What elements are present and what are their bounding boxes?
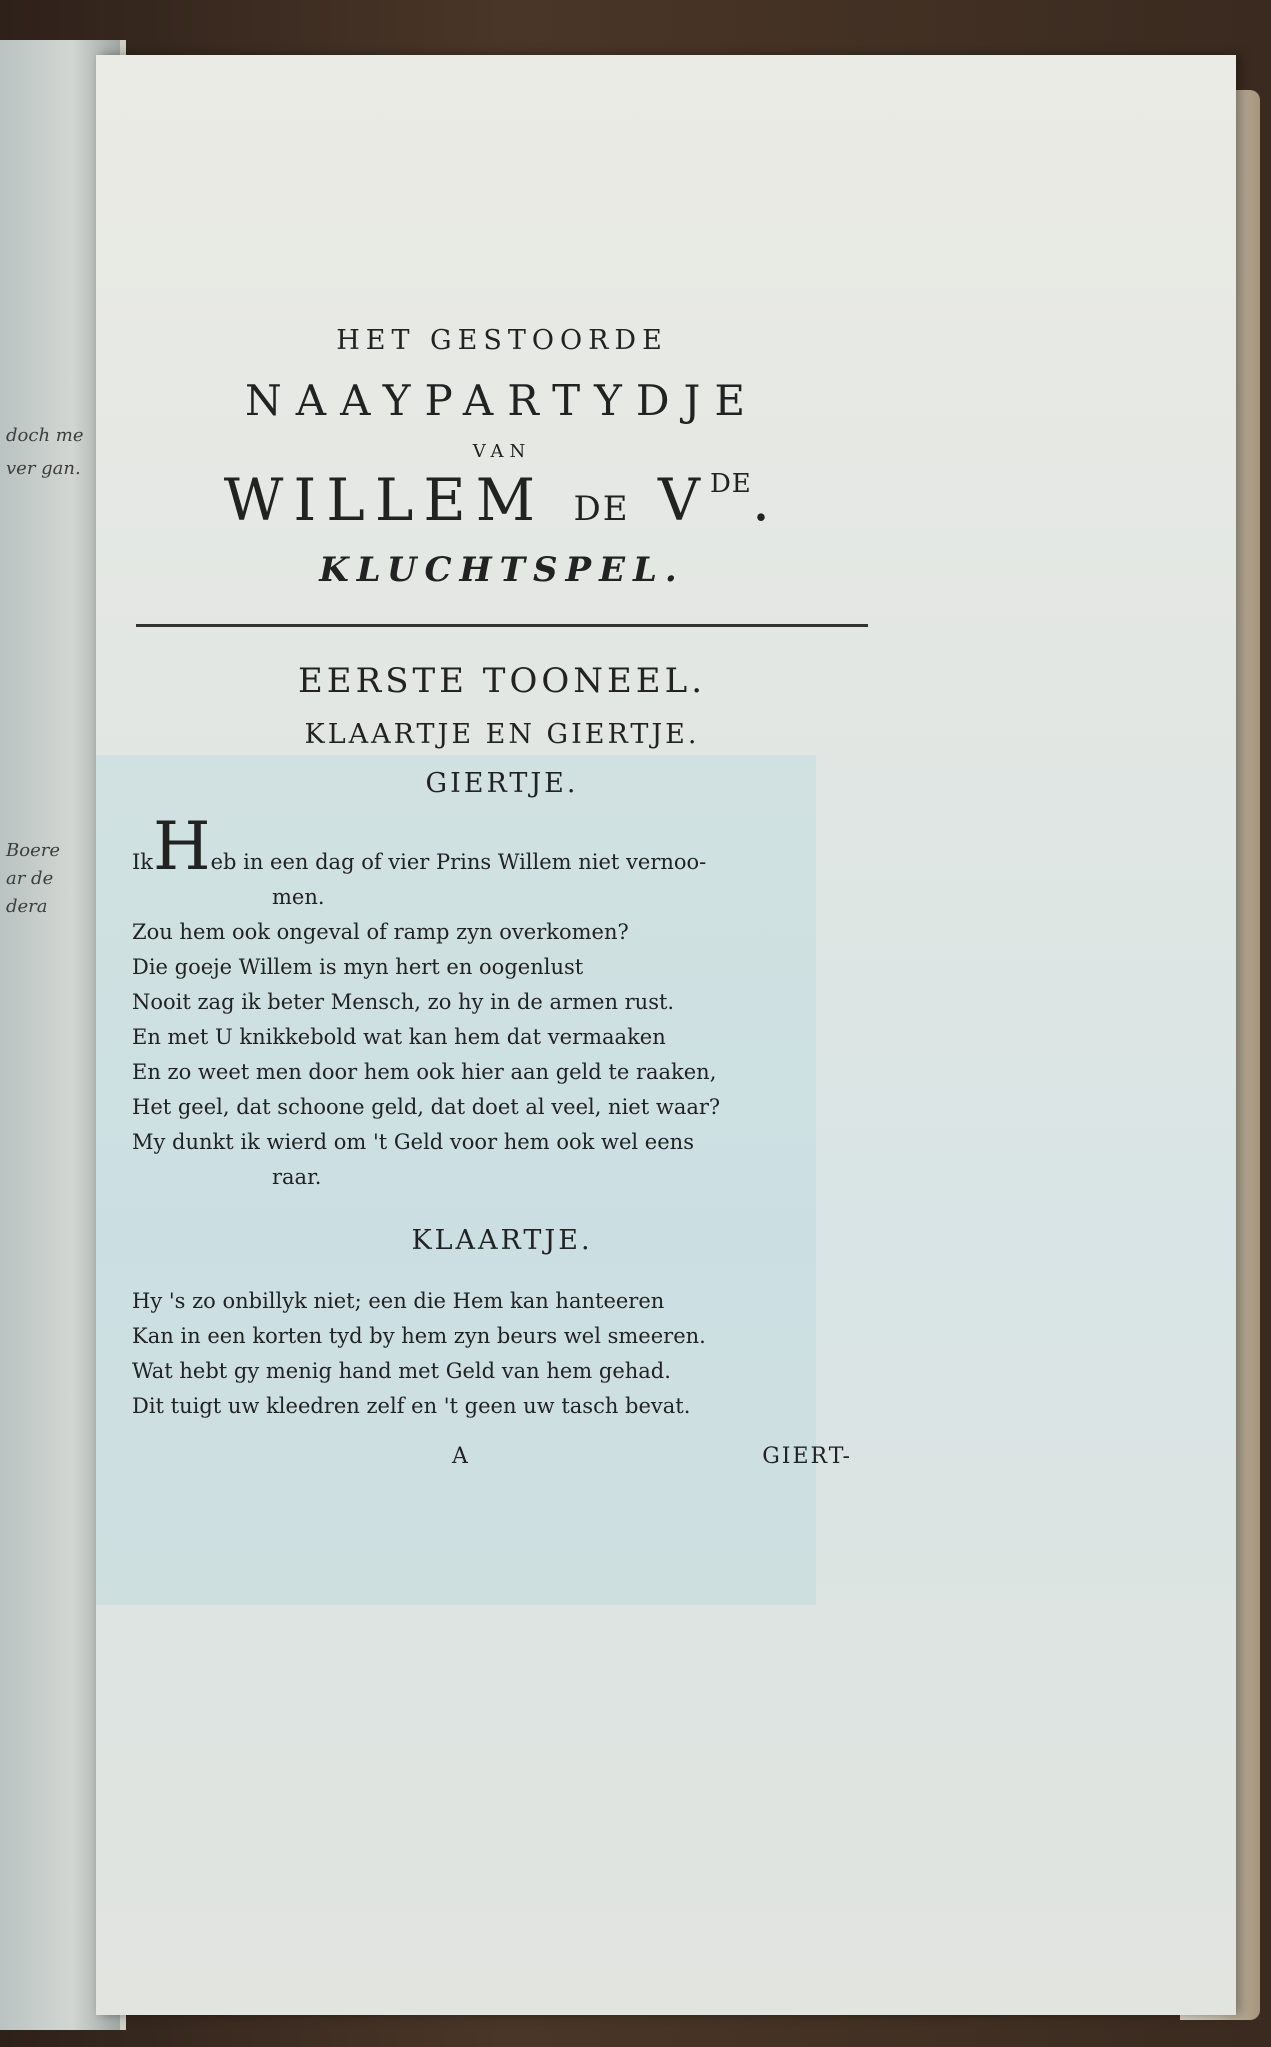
verse-line: My dunkt ik wierd om 't Geld voor hem ook wel eens [132, 1130, 694, 1154]
verse-line: Zou hem ook ongeval of ramp zyn overkomen? [132, 920, 629, 944]
verse-line: En zo weet men door hem ook hier aan geld te raaken, [132, 1060, 717, 1084]
title-end: . [751, 466, 781, 534]
title-de: DE [573, 489, 630, 529]
verse-line: Die goeje Willem is myn hert en oogenlust [132, 955, 584, 979]
left-page-snippet: Boere [6, 840, 60, 861]
drop-cap: H [153, 808, 211, 885]
speech-klaartje [112, 1284, 892, 1424]
title-line-1: HET GESTOORDE [336, 325, 668, 356]
title-sup: DE [709, 469, 752, 499]
drop-prefix: Ik [132, 850, 154, 874]
title-willem: WILLEM [223, 466, 546, 534]
verse-line: men. [272, 885, 325, 909]
verse-line [132, 808, 892, 885]
verse-line: Dit tuigt uw kleedren zelf en 't geen uw tasch bevat. [132, 1394, 691, 1418]
genre-line: KLUCHTSPEL. [319, 550, 685, 590]
title-line-4 [112, 466, 892, 534]
verse-line: Nooit zag ik beter Mensch, zo hy in de armen rust. [132, 990, 675, 1014]
verse-line: Hy 's zo onbillyk niet; een die Hem kan hanteeren [132, 1289, 665, 1313]
catchword: GIERT- [762, 1444, 852, 1469]
verse-line: Wat hebt gy menig hand met Geld van hem gehad. [132, 1359, 671, 1383]
divider-rule [136, 624, 868, 627]
right-page [96, 55, 1236, 2015]
verse-line: raar. [272, 1165, 322, 1189]
page-content [112, 285, 892, 1484]
speech-giertje [112, 808, 892, 1195]
page-footer [112, 1444, 892, 1484]
verse-text: eb in een dag of vier Prins Willem niet vernoo- [210, 850, 707, 874]
left-page-snippet: ver gan. [6, 458, 81, 479]
speaker-giertje: GIERTJE. [425, 768, 579, 799]
scene-heading: EERSTE TOONEEL. [297, 661, 707, 701]
speaker-klaartje: KLAARTJE. [411, 1225, 593, 1256]
title-line-3: VAN [472, 441, 532, 462]
left-page-snippet: dera [6, 896, 48, 917]
title-line-2: NAAYPARTYDJE [245, 376, 759, 425]
left-page-snippet: doch me [6, 425, 84, 446]
verse-line: En met U knikkebold wat kan hem dat vermaaken [132, 1025, 666, 1049]
verse-line: Kan in een korten tyd by hem zyn beurs wel smeeren. [132, 1324, 706, 1348]
verse-line: Het geel, dat schoone geld, dat doet al veel, niet waar? [132, 1095, 721, 1119]
title-v: V [658, 466, 710, 534]
signature-mark: A [452, 1444, 470, 1469]
scene-characters: KLAARTJE EN GIERTJE. [304, 719, 700, 750]
left-page-snippet: ar de [6, 868, 54, 889]
